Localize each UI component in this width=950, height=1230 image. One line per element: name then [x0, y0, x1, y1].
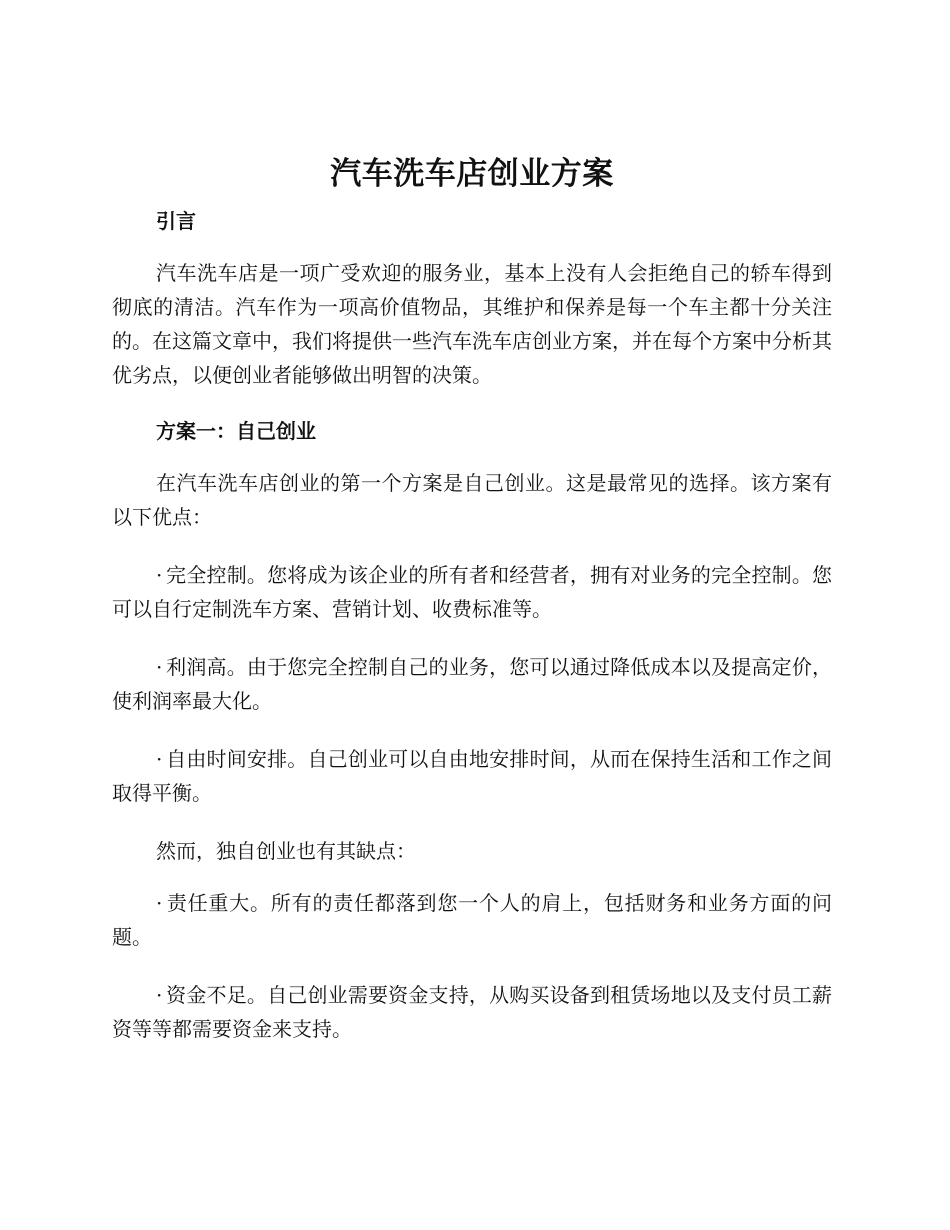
disadvantage-text: 责任重大。所有的责任都落到您一个人的肩上，包括财务和业务方面的问题。: [112, 891, 832, 949]
bullet-mark: ·: [156, 983, 163, 1007]
advantage-text: 完全控制。您将成为该企业的所有者和经营者，拥有对业务的完全控制。您可以自行定制洗车方案、营销计划、收费标准等。: [112, 563, 832, 621]
disadvantage-text: 资金不足。自己创业需要资金支持，从购买设备到租赁场地以及支付员工薪资等等都需要资金来支持。: [112, 983, 832, 1041]
intro-heading: 引言: [156, 209, 196, 233]
bullet-mark: ·: [156, 655, 163, 679]
advantage-text: 自由时间安排。自己创业可以自由地安排时间，从而在保持生活和工作之间取得平衡。: [112, 747, 832, 805]
document-body: [112, 150, 832, 1070]
plan-one-intro-paragraph: 在汽车洗车店创业的第一个方案是自己创业。这是最常见的选择。该方案有以下优点：: [112, 471, 832, 529]
advantage-text: 利润高。由于您完全控制自己的业务，您可以通过降低成本以及提高定价，使利润率最大化。: [112, 655, 832, 713]
document-title: 汽车洗车店创业方案: [330, 156, 614, 192]
disadvantage-item: [112, 978, 832, 1046]
disadvantage-item: [112, 886, 832, 954]
advantage-item: [112, 558, 832, 626]
disadvantages-intro-paragraph: 然而，独自创业也有其缺点：: [156, 839, 416, 863]
bullet-mark: ·: [156, 563, 163, 587]
bullet-mark: ·: [156, 891, 163, 915]
bullet-mark: ·: [156, 747, 163, 771]
plan-one-heading: 方案一：自己创业: [156, 419, 316, 443]
intro-paragraph: 汽车洗车店是一项广受欢迎的服务业，基本上没有人会拒绝自己的轿车得到彻底的清洁。汽车作为一项高价值物品，其维护和保养是每一个车主都十分关注的。在这篇文章中，我们将提供一些汽车洗车店创业方案，并在每个方案中分析其优劣点，以便创业者能够做出明智的决策。: [112, 261, 832, 387]
advantage-item: [112, 742, 832, 810]
advantage-item: [112, 650, 832, 718]
